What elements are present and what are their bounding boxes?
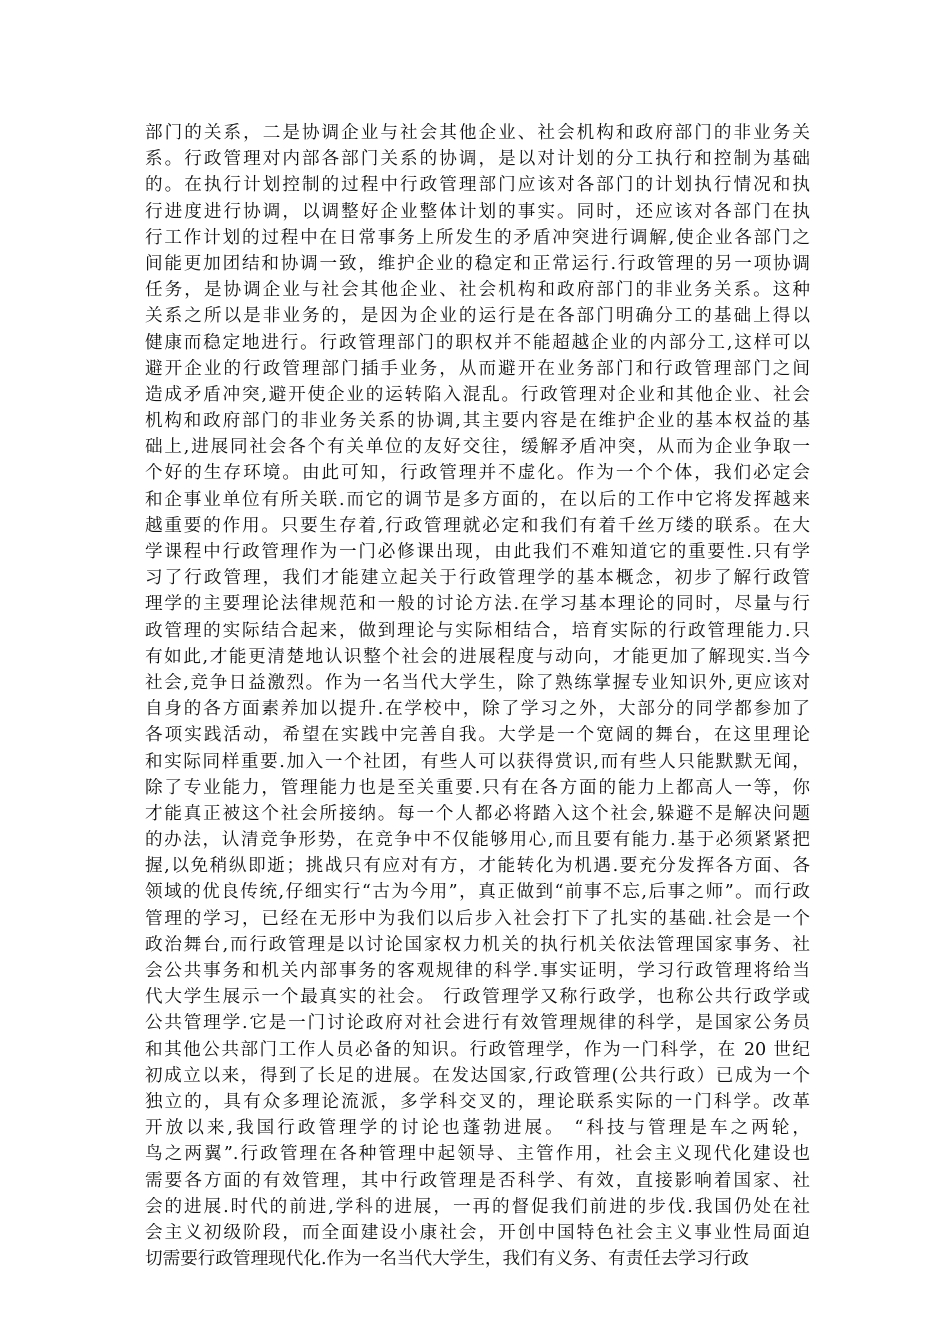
text-line: 的办法，认清竞争形势，在竞争中不仅能够用心,而且要有能力.基于必须紧紧把 bbox=[145, 830, 810, 851]
text-line: 才能真正被这个社会所接纳。每一个人都必将踏入这个社会,躲避不是解决问题 bbox=[145, 803, 810, 824]
text-line: 任务，是协调企业与社会其他企业、社会机构和政府部门的非业务关系。这种 bbox=[145, 280, 810, 301]
text-line: 自身的各方面素养加以提升.在学校中，除了学习之外，大部分的同学都参加了 bbox=[145, 699, 810, 720]
text-line: 个好的生存环境。由此可知，行政管理并不虚化。作为一个个体，我们必定会 bbox=[145, 463, 810, 484]
text-line: 公共管理学.它是一门讨论政府对社会进行有效管理规律的科学，是国家公务员 bbox=[145, 1013, 810, 1034]
text-line: 管理的学习，已经在无形中为我们以后步入社会打下了扎实的基础.社会是一个 bbox=[145, 908, 810, 929]
text-line: 政管理的实际结合起来，做到理论与实际相结合，培育实际的行政管理能力.只 bbox=[145, 620, 810, 641]
text-line: 行进度进行协调，以调整好企业整体计划的事实。同时，还应该对各部门在执 bbox=[145, 201, 810, 222]
text-line: 会公共事务和机关内部事务的客观规律的科学.事实证明，学习行政管理将给当 bbox=[145, 961, 810, 981]
text-line: 和实际同样重要.加入一个社团，有些人可以获得赏识,而有些人只能默默无闻， bbox=[145, 751, 810, 772]
text-line: 造成矛盾冲突,避开使企业的运转陷入混乱。行政管理对企业和其他企业、社会 bbox=[145, 384, 810, 405]
text-line: 领域的优良传统,仔细实行“古为今用”，真正做到“前事不忘,后事之师”。而行政 bbox=[145, 882, 810, 903]
text-line: 有如此,才能更清楚地认识整个社会的进展程度与动向，才能更加了解现实.当今 bbox=[145, 646, 810, 667]
text-line: 社会,竞争日益激烈。作为一名当代大学生，除了熟练掌握专业知识外,更应该对 bbox=[145, 672, 810, 693]
text-line: 各项实践活动，希望在实践中完善自我。大学是一个宽阔的舞台，在这里理论 bbox=[145, 725, 810, 746]
text-line: 部门的关系，二是协调企业与社会其他企业、社会机构和政府部门的非业务关 bbox=[145, 123, 810, 143]
body-text bbox=[145, 120, 810, 1272]
text-line: 和企事业单位有所关联.而它的调节是多方面的，在以后的工作中它将发挥越来 bbox=[145, 489, 810, 510]
text-line: 避开企业的行政管理部门插手业务，从而避开在业务部门和行政管理部门之间 bbox=[145, 358, 810, 379]
text-line: 鸟之两翼”.行政管理在各种管理中起领导、主管作用，社会主义现代化建设也 bbox=[145, 1144, 810, 1165]
text-line: 理学的主要理论法律规范和一般的讨论方法.在学习基本理论的同时，尽量与行 bbox=[145, 594, 810, 615]
text-line: 系。行政管理对内部各部门关系的协调，是以对计划的分工执行和控制为基础 bbox=[145, 149, 810, 170]
text-line: 机构和政府部门的非业务关系的协调,其主要内容是在维护企业的基本权益的基 bbox=[145, 411, 810, 432]
text-line: 越重要的作用。只要生存着,行政管理就必定和我们有着千丝万缕的联系。在大 bbox=[145, 515, 810, 536]
text-line: 会主义初级阶段，而全面建设小康社会，开创中国特色社会主义事业性局面迫 bbox=[145, 1222, 810, 1243]
text-line: 需要各方面的有效管理，其中行政管理是否科学、有效，直接影响着国家、社 bbox=[145, 1170, 810, 1191]
text-line: 健康而稳定地进行。行政管理部门的职权并不能超越企业的内部分工,这样可以 bbox=[145, 332, 810, 353]
text-line: 习了行政管理，我们才能建立起关于行政管理学的基本概念，初步了解行政管 bbox=[145, 568, 810, 589]
text-line: 关系之所以是非业务的，是因为企业的运行是在各部门明确分工的基础上得以 bbox=[145, 306, 810, 327]
text-line: 会的进展.时代的前进,学科的进展，一再的督促我们前进的步伐.我国仍处在社 bbox=[145, 1196, 810, 1217]
text-line: 开放以来,我国行政管理学的讨论也蓬勃进展。 “科技与管理是车之两轮， bbox=[145, 1118, 810, 1139]
text-line: 行工作计划的过程中在日常事务上所发生的矛盾冲突进行调解,使企业各部门之 bbox=[145, 227, 810, 248]
text-line: 和其他公共部门工作人员必备的知识。行政管理学，作为一门科学，在 20 世纪 bbox=[145, 1039, 810, 1060]
text-line: 初成立以来，得到了长足的进展。在发达国家,行政管理(公共行政）已成为一个 bbox=[145, 1065, 810, 1086]
text-line: 政治舞台,而行政管理是以讨论国家权力机关的执行机关依法管理国家事务、社 bbox=[145, 934, 810, 955]
text-line: 握,以免稍纵即逝；挑战只有应对有方，才能转化为机遇.要充分发挥各方面、各 bbox=[145, 856, 810, 877]
text-line: 础上,进展同社会各个有关单位的友好交往，缓解矛盾冲突，从而为企业争取一 bbox=[145, 437, 810, 458]
text-line: 除了专业能力，管理能力也是至关重要.只有在各方面的能力上都高人一等，你 bbox=[145, 777, 810, 798]
text-line: 学课程中行政管理作为一门必修课出现，由此我们不难知道它的重要性.只有学 bbox=[145, 542, 810, 562]
text-line: 独立的，具有众多理论流派，多学科交叉的，理论联系实际的一门科学。改革 bbox=[145, 1091, 810, 1112]
text-line: 代大学生展示一个最真实的社会。 行政管理学又称行政学，也称公共行政学或 bbox=[145, 987, 810, 1008]
text-line: 的。在执行计划控制的过程中行政管理部门应该对各部门的计划执行情况和执 bbox=[145, 175, 810, 196]
text-line: 间能更加团结和协调一致，维护企业的稳定和正常运行.行政管理的另一项协调 bbox=[145, 253, 810, 274]
text-line: 切需要行政管理现代化.作为一名当代大学生，我们有义务、有责任去学习行政 bbox=[145, 1249, 749, 1270]
